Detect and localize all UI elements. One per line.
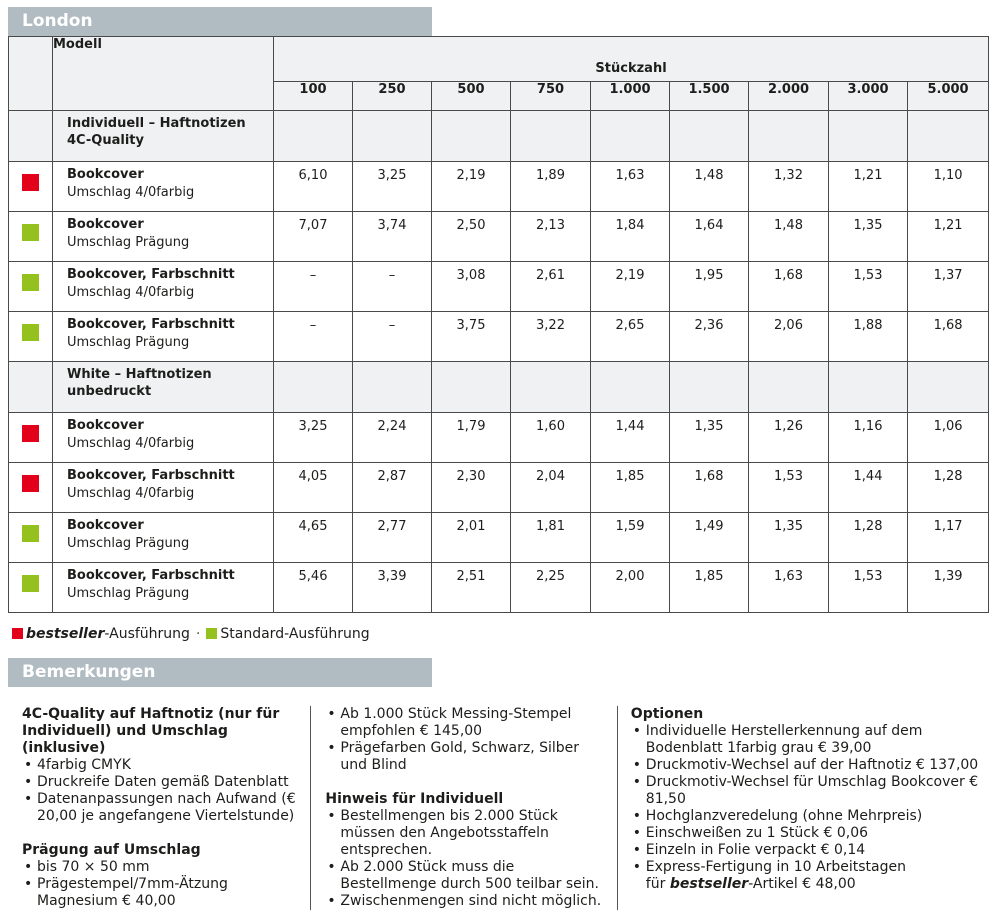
remarks-item-text: Einzeln in Folie verpackt € 0,14 <box>645 842 866 858</box>
price-cell: 2,87 <box>353 463 432 513</box>
standard-swatch <box>22 224 39 241</box>
price-cell: 2,30 <box>432 463 511 513</box>
price-cell: 2,19 <box>432 162 511 212</box>
price-cell: 1,35 <box>670 413 749 463</box>
model-cell <box>53 563 274 613</box>
remarks-item <box>325 893 608 910</box>
remarks-columns <box>0 706 1000 910</box>
price-cell: 1,81 <box>511 513 591 563</box>
price-cell: 1,21 <box>908 212 989 262</box>
swatch-cell <box>9 463 53 513</box>
group-empty-cell <box>670 111 749 162</box>
table-row <box>9 312 989 362</box>
price-cell: 4,65 <box>274 513 353 563</box>
group-header-row <box>9 111 989 162</box>
remarks-item-text: Bestellmengen bis 2.000 Stück müssen den Angebotsstaffeln entsprechen. <box>340 808 558 858</box>
quantity-header-cell: 3.000 <box>829 82 908 111</box>
price-cell: 2,04 <box>511 463 591 513</box>
price-cell: 3,74 <box>353 212 432 262</box>
price-cell: 1,48 <box>670 162 749 212</box>
model-variant: Umschlag 4/0farbig <box>67 486 195 501</box>
price-cell: 2,00 <box>591 563 670 613</box>
price-cell: 1,28 <box>908 463 989 513</box>
swatch-cell <box>9 262 53 312</box>
price-cell: 2,51 <box>432 563 511 613</box>
remarks-item-text: Einschweißen zu 1 Stück € 0,06 <box>645 825 869 841</box>
bestseller-swatch <box>22 475 39 492</box>
price-cell: 2,50 <box>432 212 511 262</box>
group-label <box>53 362 274 413</box>
price-cell: 2,36 <box>670 312 749 362</box>
group-empty-cell <box>749 362 829 413</box>
remarks-column-1 <box>22 706 310 910</box>
model-name: Bookcover, Farbschnitt <box>67 568 235 583</box>
price-cell: 1,53 <box>749 463 829 513</box>
group-empty-cell <box>591 362 670 413</box>
legend-separator: · <box>195 626 201 642</box>
remarks-item <box>631 774 1000 808</box>
standard-swatch <box>22 525 39 542</box>
price-cell: 3,25 <box>274 413 353 463</box>
standard-swatch <box>22 274 39 291</box>
table-row <box>9 262 989 312</box>
remarks-item <box>631 723 1000 757</box>
bestseller-swatch <box>22 174 39 191</box>
group-swatch-cell <box>9 362 53 413</box>
price-cell: 2,01 <box>432 513 511 563</box>
group-label <box>53 111 274 162</box>
remarks-list <box>325 706 608 774</box>
price-cell: 1,49 <box>670 513 749 563</box>
remarks-item <box>631 859 1000 893</box>
table-row <box>9 513 989 563</box>
price-cell: 1,84 <box>591 212 670 262</box>
price-cell: 1,21 <box>829 162 908 212</box>
group-empty-cell <box>670 362 749 413</box>
group-swatch-cell <box>9 111 53 162</box>
table-row <box>9 413 989 463</box>
price-cell: 1,28 <box>829 513 908 563</box>
swatch-cell <box>9 413 53 463</box>
swatch-column-header <box>9 37 53 111</box>
model-variant: Umschlag 4/0farbig <box>67 436 195 451</box>
quantity-header-cell: 100 <box>274 82 353 111</box>
price-cell: – <box>274 262 353 312</box>
price-cell: 2,06 <box>749 312 829 362</box>
price-cell: 1,37 <box>908 262 989 312</box>
price-cell: 1,06 <box>908 413 989 463</box>
remarks-item <box>22 876 302 910</box>
group-label-line2: 4C-Quality <box>67 133 144 148</box>
table-row <box>9 212 989 262</box>
price-cell: 2,24 <box>353 413 432 463</box>
price-cell: 3,25 <box>353 162 432 212</box>
price-cell: 7,07 <box>274 212 353 262</box>
price-cell: – <box>353 312 432 362</box>
group-label-line1: Individuell – Haftnotizen <box>67 116 246 131</box>
price-cell: 1,44 <box>829 463 908 513</box>
model-variant: Umschlag 4/0farbig <box>67 285 195 300</box>
remarks-item <box>631 808 1000 825</box>
remarks-item-text: Prägefarben Gold, Schwarz, Silber und Blind <box>340 740 580 773</box>
group-empty-cell <box>274 362 353 413</box>
remarks-column-3 <box>618 706 1000 910</box>
legend-bestseller-swatch <box>12 628 23 639</box>
price-cell: 2,25 <box>511 563 591 613</box>
quantity-header-cell: 5.000 <box>908 82 989 111</box>
model-cell <box>53 162 274 212</box>
price-cell: – <box>353 262 432 312</box>
section-title-remarks: Bemerkungen <box>8 658 432 687</box>
legend-standard-label: Standard-Ausführung <box>220 626 370 642</box>
table-header-row <box>9 37 989 82</box>
remarks-item-text: Zwischenmengen sind nicht möglich. <box>340 893 602 909</box>
price-cell: 2,65 <box>591 312 670 362</box>
model-variant: Umschlag 4/0farbig <box>67 185 195 200</box>
price-cell: 1,68 <box>908 312 989 362</box>
price-cell: 1,79 <box>432 413 511 463</box>
legend-bestseller-suffix: -Ausführung <box>104 626 190 642</box>
model-column-header: Modell <box>53 37 274 111</box>
price-cell: 1,68 <box>670 463 749 513</box>
price-cell: 1,35 <box>829 212 908 262</box>
quantity-header-cell: 1.000 <box>591 82 670 111</box>
legend-bestseller-word: bestseller <box>26 626 105 642</box>
price-cell: 1,64 <box>670 212 749 262</box>
remarks-item <box>325 740 608 774</box>
price-cell: 5,46 <box>274 563 353 613</box>
swatch-cell <box>9 312 53 362</box>
remarks-item-bestseller: bestseller <box>669 876 749 892</box>
quantity-header-cell: 250 <box>353 82 432 111</box>
quantity-header-cell: 1.500 <box>670 82 749 111</box>
remarks-item-text: 4farbig CMYK <box>37 757 131 773</box>
price-cell: 2,61 <box>511 262 591 312</box>
group-empty-cell <box>511 362 591 413</box>
group-empty-cell <box>908 111 989 162</box>
price-cell: 1,39 <box>908 563 989 613</box>
price-cell: 2,19 <box>591 262 670 312</box>
remarks-item-text: Individuelle Herstellerkennung auf dem Bodenblatt 1farbig grau € 39,00 <box>645 723 923 756</box>
remarks-item <box>325 706 608 740</box>
legend-standard-swatch <box>206 628 217 639</box>
group-empty-cell <box>353 111 432 162</box>
remarks-heading: Hinweis für Individuell <box>325 791 504 807</box>
remarks-item-suffix: -Artikel € 48,00 <box>748 876 856 892</box>
group-empty-cell <box>829 362 908 413</box>
group-empty-cell <box>908 362 989 413</box>
price-cell: 3,39 <box>353 563 432 613</box>
remarks-list <box>22 757 302 825</box>
group-empty-cell <box>511 111 591 162</box>
swatch-cell <box>9 212 53 262</box>
table-row <box>9 463 989 513</box>
remarks-item-text: Ab 2.000 Stück muss die Bestellmenge durch 500 teilbar sein. <box>340 859 599 892</box>
swatch-cell <box>9 162 53 212</box>
remarks-item <box>631 842 1000 859</box>
price-table <box>8 36 989 613</box>
group-empty-cell <box>432 362 511 413</box>
price-cell: 2,77 <box>353 513 432 563</box>
group-empty-cell <box>829 111 908 162</box>
remarks-item-prefix: für <box>645 876 670 892</box>
quantity-header-cell: 750 <box>511 82 591 111</box>
price-cell: 1,59 <box>591 513 670 563</box>
remarks-item <box>325 808 608 859</box>
model-variant: Umschlag Prägung <box>67 235 190 250</box>
price-cell: 1,88 <box>829 312 908 362</box>
model-cell <box>53 513 274 563</box>
price-cell: 1,16 <box>829 413 908 463</box>
remarks-item <box>631 825 1000 842</box>
standard-swatch <box>22 324 39 341</box>
model-name: Bookcover <box>67 418 144 433</box>
price-cell: 1,48 <box>749 212 829 262</box>
model-name: Bookcover <box>67 217 144 232</box>
remarks-item <box>22 791 302 825</box>
price-cell: 1,68 <box>749 262 829 312</box>
price-cell: 3,75 <box>432 312 511 362</box>
swatch-cell <box>9 563 53 613</box>
quantity-column-header: Stückzahl <box>274 37 989 82</box>
remarks-item-text: bis 70 × 50 mm <box>37 859 150 875</box>
model-name: Bookcover, Farbschnitt <box>67 267 235 282</box>
model-cell <box>53 262 274 312</box>
remarks-column-2 <box>311 706 616 910</box>
price-cell: 1,44 <box>591 413 670 463</box>
model-variant: Umschlag Prägung <box>67 335 190 350</box>
price-cell: 1,85 <box>670 563 749 613</box>
group-header-row <box>9 362 989 413</box>
remarks-item <box>631 757 1000 774</box>
price-cell: 1,85 <box>591 463 670 513</box>
remarks-item-text: Druckmotiv-Wechsel auf der Haftnotiz € 137,00 <box>645 757 979 773</box>
price-cell: 6,10 <box>274 162 353 212</box>
model-cell <box>53 463 274 513</box>
remarks-item <box>22 757 302 774</box>
table-row <box>9 162 989 212</box>
remarks-item-text: Hochglanzveredelung (ohne Mehrpreis) <box>645 808 923 824</box>
model-name: Bookcover, Farbschnitt <box>67 468 235 483</box>
remarks-item-text: Express-Fertigung in 10 Arbeitstagen <box>645 859 906 875</box>
group-label-line2: unbedruckt <box>67 384 152 399</box>
price-cell: 1,53 <box>829 563 908 613</box>
group-empty-cell <box>353 362 432 413</box>
price-cell: 2,13 <box>511 212 591 262</box>
model-variant: Umschlag Prägung <box>67 536 190 551</box>
group-empty-cell <box>274 111 353 162</box>
quantity-header-cell: 500 <box>432 82 511 111</box>
price-cell: 4,05 <box>274 463 353 513</box>
price-cell: 3,08 <box>432 262 511 312</box>
price-cell: 1,95 <box>670 262 749 312</box>
price-cell: 1,32 <box>749 162 829 212</box>
swatch-cell <box>9 513 53 563</box>
remarks-list <box>22 859 302 910</box>
price-cell: 3,22 <box>511 312 591 362</box>
remarks-heading: Optionen <box>630 706 704 722</box>
model-variant: Umschlag Prägung <box>67 586 190 601</box>
group-empty-cell <box>749 111 829 162</box>
price-cell: 1,10 <box>908 162 989 212</box>
price-cell: 1,63 <box>749 563 829 613</box>
table-row <box>9 563 989 613</box>
price-cell: 1,60 <box>511 413 591 463</box>
remarks-item-text: Ab 1.000 Stück Messing-Stempel empfohlen € 145,00 <box>340 706 572 739</box>
price-cell: 1,53 <box>829 262 908 312</box>
standard-swatch <box>22 575 39 592</box>
remarks-item <box>22 774 302 791</box>
model-name: Bookcover <box>67 518 144 533</box>
quantity-header-cell: 2.000 <box>749 82 829 111</box>
model-name: Bookcover, Farbschnitt <box>67 317 235 332</box>
price-cell: 1,26 <box>749 413 829 463</box>
group-label-line1: White – Haftnotizen <box>67 367 212 382</box>
remarks-item-text: Druckreife Daten gemäß Datenblatt <box>37 774 289 790</box>
section-title-london: London <box>8 7 432 36</box>
remarks-item-text: Datenanpassungen nach Aufwand (€ 20,00 je angefangene Viertelstunde) <box>37 791 296 824</box>
model-cell <box>53 212 274 262</box>
price-cell: 1,63 <box>591 162 670 212</box>
group-empty-cell <box>591 111 670 162</box>
remarks-heading: Prägung auf Umschlag <box>22 842 201 858</box>
remarks-list <box>325 808 608 910</box>
price-cell: 1,17 <box>908 513 989 563</box>
remarks-item-text: Prägestempel/7mm-Ätzung Magnesium € 40,00 <box>37 876 228 909</box>
model-name: Bookcover <box>67 167 144 182</box>
remarks-item-text: Druckmotiv-Wechsel für Umschlag Bookcover € 81,50 <box>645 774 979 807</box>
bestseller-swatch <box>22 425 39 442</box>
model-cell <box>53 413 274 463</box>
group-empty-cell <box>432 111 511 162</box>
remarks-heading: 4C-Quality auf Haftnotiz (nur für Individuell) und Umschlag (inklusive) <box>22 706 280 756</box>
price-cell: 1,35 <box>749 513 829 563</box>
remarks-item <box>325 859 608 893</box>
price-cell: – <box>274 312 353 362</box>
model-cell <box>53 312 274 362</box>
legend <box>12 625 1000 643</box>
price-cell: 1,89 <box>511 162 591 212</box>
